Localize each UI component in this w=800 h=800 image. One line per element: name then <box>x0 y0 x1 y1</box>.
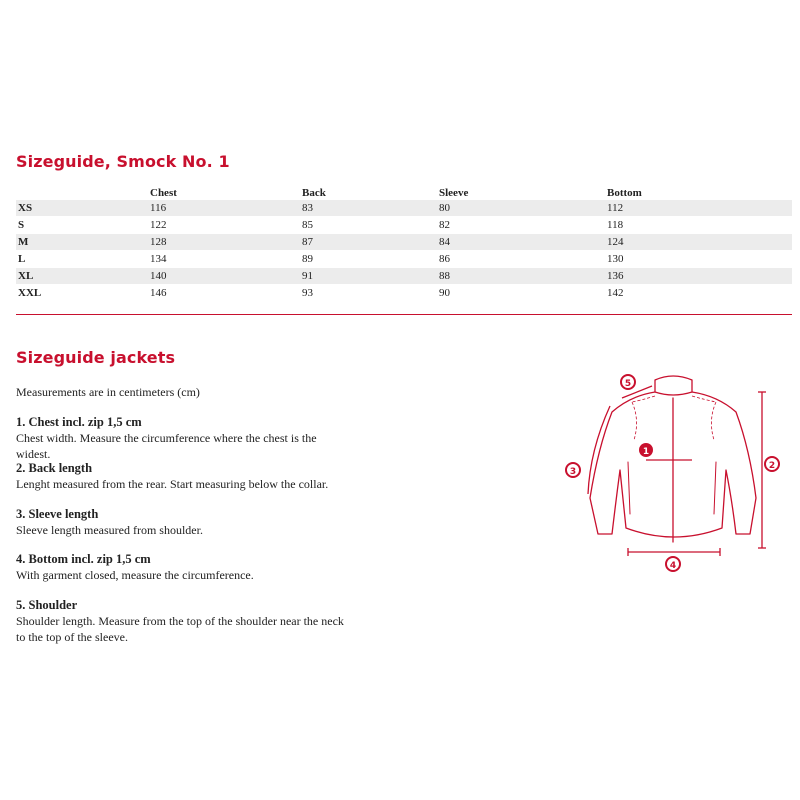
sleeve-cell: 88 <box>437 268 605 285</box>
marker-1-icon <box>639 443 653 457</box>
bottom-cell: 136 <box>605 268 792 285</box>
chest-cell: 140 <box>148 268 300 285</box>
bottom-cell: 142 <box>605 285 792 302</box>
measurement-description: Chest width. Measure the circumference where the chest is the widest. <box>16 431 317 461</box>
measurement-chest <box>16 414 346 462</box>
measurement-title: 4. Bottom incl. zip 1,5 cm <box>16 552 151 566</box>
chest-cell: 146 <box>148 285 300 302</box>
measurement-title: 3. Sleeve length <box>16 507 99 521</box>
chest-cell: 122 <box>148 217 300 234</box>
column-header-bottom: Bottom <box>607 186 642 199</box>
measurement-back-length <box>16 460 346 492</box>
table-row <box>16 251 792 268</box>
measurement-title: 2. Back length <box>16 461 93 475</box>
sleeve-cell: 82 <box>437 217 605 234</box>
marker-label: 5 <box>624 379 632 389</box>
marker-label: 1 <box>642 447 650 457</box>
back-cell: 85 <box>300 217 437 234</box>
size-guide-title: Sizeguide, Smock No. 1 <box>16 152 230 171</box>
measurement-description: With garment closed, measure the circumference. <box>16 568 254 582</box>
size-table-header <box>16 185 792 200</box>
back-cell: 83 <box>300 200 437 217</box>
size-cell: XXL <box>16 285 148 302</box>
size-cell: XL <box>16 268 148 285</box>
column-header-size <box>16 185 148 200</box>
table-row <box>16 217 792 234</box>
column-header-sleeve: Sleeve <box>439 186 469 199</box>
sleeve-cell: 84 <box>437 234 605 251</box>
bottom-cell: 130 <box>605 251 792 268</box>
size-cell: XS <box>16 200 148 217</box>
measurement-sleeve-length <box>16 506 346 538</box>
table-row <box>16 200 792 217</box>
yoke-dashed-lines <box>632 396 716 440</box>
measurement-title: 1. Chest incl. zip 1,5 cm <box>16 415 142 429</box>
marker-2-icon <box>765 457 779 471</box>
measurement-title: 5. Shoulder <box>16 598 78 612</box>
sleeve-cell: 86 <box>437 251 605 268</box>
bottom-cell: 112 <box>605 200 792 217</box>
measurement-shoulder <box>16 597 346 645</box>
size-table <box>16 185 792 302</box>
size-cell: M <box>16 234 148 251</box>
size-cell: L <box>16 251 148 268</box>
column-header-chest: Chest <box>150 186 177 199</box>
section-divider <box>16 314 792 315</box>
back-cell: 87 <box>300 234 437 251</box>
marker-4-icon <box>666 557 680 571</box>
sleeve-cell: 80 <box>437 200 605 217</box>
jacket-outline-icon <box>590 376 756 542</box>
jackets-guide-title: Sizeguide jackets <box>16 348 176 367</box>
back-cell: 91 <box>300 268 437 285</box>
table-row <box>16 268 792 285</box>
marker-3-icon <box>566 463 580 477</box>
marker-label: 2 <box>768 461 776 471</box>
size-cell: S <box>16 217 148 234</box>
chest-cell: 134 <box>148 251 300 268</box>
back-cell: 93 <box>300 285 437 302</box>
column-header-back: Back <box>302 186 326 199</box>
measurement-description: Lenght measured from the rear. Start measuring below the collar. <box>16 477 329 491</box>
measurement-bottom <box>16 551 346 583</box>
measurement-description: Sleeve length measured from shoulder. <box>16 523 203 537</box>
measurement-description: Shoulder length. Measure from the top of the shoulder near the neck to the top of the sleeve. <box>16 614 344 644</box>
measurement-units-note: Measurements are in centimeters (cm) <box>16 385 200 399</box>
jacket-measurement-diagram <box>556 362 786 577</box>
table-row <box>16 285 792 302</box>
back-cell: 89 <box>300 251 437 268</box>
chest-cell: 116 <box>148 200 300 217</box>
measurement-lines <box>588 386 766 556</box>
bottom-cell: 118 <box>605 217 792 234</box>
marker-label: 4 <box>669 561 677 571</box>
table-row <box>16 234 792 251</box>
marker-label: 3 <box>569 467 577 477</box>
marker-5-icon <box>621 375 635 389</box>
chest-cell: 128 <box>148 234 300 251</box>
sleeve-cell: 90 <box>437 285 605 302</box>
bottom-cell: 124 <box>605 234 792 251</box>
